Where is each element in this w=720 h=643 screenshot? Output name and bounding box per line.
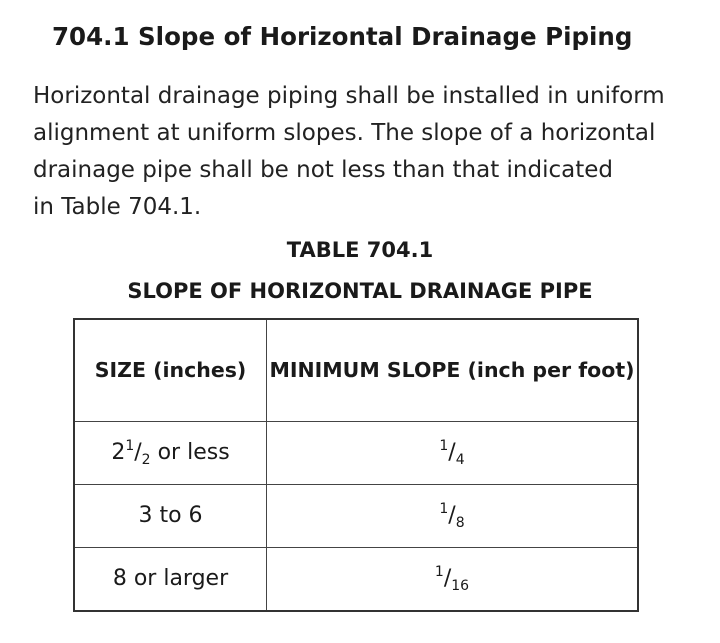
size-numerator: 1 xyxy=(125,438,135,454)
paragraph-line: alignment at uniform slopes. The slope of a horizontal xyxy=(33,120,656,146)
slope-cell: $^1/_4$ xyxy=(267,421,639,484)
slope-numerator: 1 xyxy=(434,564,444,580)
table-row xyxy=(74,421,638,484)
slope-denominator: 4 xyxy=(455,452,465,468)
slope-table xyxy=(73,318,639,612)
section-heading: 704.1 Slope of Horizontal Drainage Piping xyxy=(52,22,633,51)
slope-numerator: 1 xyxy=(439,438,449,454)
min-slope-column-header: MINIMUM SLOPE (inch per foot) xyxy=(267,319,639,421)
size-suffix: or less xyxy=(150,440,230,465)
section-paragraph xyxy=(33,78,713,226)
slope-cell: $^1/_8$ xyxy=(267,484,639,547)
table-title: SLOPE OF HORIZONTAL DRAINAGE PIPE xyxy=(127,279,593,303)
size-whole: 2 xyxy=(111,440,126,465)
size-cell: 8 or larger xyxy=(74,547,267,611)
slope-numerator: 1 xyxy=(439,501,449,517)
size-cell: 3 to 6 xyxy=(74,484,267,547)
size-cell: $2^1/_2$ or less xyxy=(74,421,267,484)
table-row xyxy=(74,484,638,547)
size-denominator: 2 xyxy=(141,452,151,468)
slope-denominator: 16 xyxy=(451,578,470,594)
table-row xyxy=(74,547,638,611)
size-column-header: SIZE (inches) xyxy=(74,319,267,421)
table-number: TABLE 704.1 xyxy=(286,238,434,262)
slope-cell: $^1/_{16}$ xyxy=(267,547,639,611)
paragraph-line: in Table 704.1. xyxy=(33,194,202,220)
paragraph-line: Horizontal drainage piping shall be installed in uniform xyxy=(33,83,665,109)
table-header-row xyxy=(74,319,638,421)
paragraph-line: drainage pipe shall be not less than that indicated xyxy=(33,157,613,183)
slope-denominator: 8 xyxy=(455,515,465,531)
